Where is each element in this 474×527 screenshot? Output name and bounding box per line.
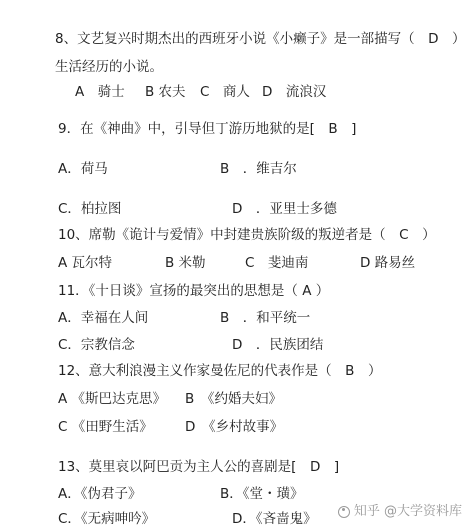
question-11-option-a: A．幸福在人间 [58, 310, 149, 326]
question-10-option-c: C 斐迪南 [245, 255, 309, 271]
question-10-option-b: B 米勒 [165, 255, 206, 271]
question-12-line-1: 12、意大利浪漫主义作家曼佐尼的代表作是（ B ） [58, 363, 382, 379]
question-10-option-a: A 瓦尔特 [58, 255, 113, 271]
question-8-option-d: D 流浪汉 [262, 84, 327, 100]
question-13-line-1: 13、莫里哀以阿巴贡为主人公的喜剧是[ D ] [58, 459, 340, 475]
question-8-option-c: C 商人 [200, 84, 250, 100]
question-11-option-c: C．宗教信念 [58, 337, 135, 353]
question-8-line-2: 生活经历的小说。 [55, 59, 163, 75]
question-9-option-c: C．柏拉图 [58, 201, 122, 217]
question-12-option-d: D 《乡村故事》 [185, 419, 284, 435]
question-12-option-c: C 《田野生活》 [58, 419, 153, 435]
question-9-option-b: B ．维吉尔 [220, 161, 297, 177]
question-9-option-d: D ．亚里士多德 [232, 201, 337, 217]
question-9-line-1: 9．在《神曲》中，引导但丁游历地狱的是[ B ] [58, 121, 357, 137]
question-12-option-a: A 《斯巴达克思》 [58, 391, 167, 407]
question-11-option-d: D ．民族团结 [232, 337, 324, 353]
question-13-option-d: D．《吝啬鬼》 [232, 511, 317, 527]
question-13-option-c: C．《无病呻吟》 [58, 511, 156, 527]
question-13-option-b: B．《堂・璜》 [220, 486, 304, 502]
question-8-option-b: B 农夫 [145, 84, 186, 100]
question-8-line-1: 8、文艺复兴时期杰出的西班牙小说《小癞子》是一部描写（ D ） [55, 31, 466, 47]
question-10-line-1: 10、席勒《诡计与爱情》中封建贵族阶级的叛逆者是（ C ） [58, 227, 436, 243]
question-11-line-1: 11．《十日谈》宣扬的最突出的思想是（ A ） [58, 283, 330, 299]
question-11-option-b: B ．和平统一 [220, 310, 311, 326]
watermark-text: 知乎 @大学资料库 [353, 504, 462, 519]
question-13-option-a: A．《伪君子》 [58, 486, 142, 502]
question-9-option-a: A．荷马 [58, 161, 108, 177]
question-10-option-d: D 路易丝 [360, 255, 416, 271]
zhihu-user-icon [338, 506, 350, 518]
question-8-option-a: A 骑士 [75, 84, 125, 100]
question-12-option-b: B 《约婚夫妇》 [185, 391, 283, 407]
zhihu-watermark [338, 504, 462, 520]
